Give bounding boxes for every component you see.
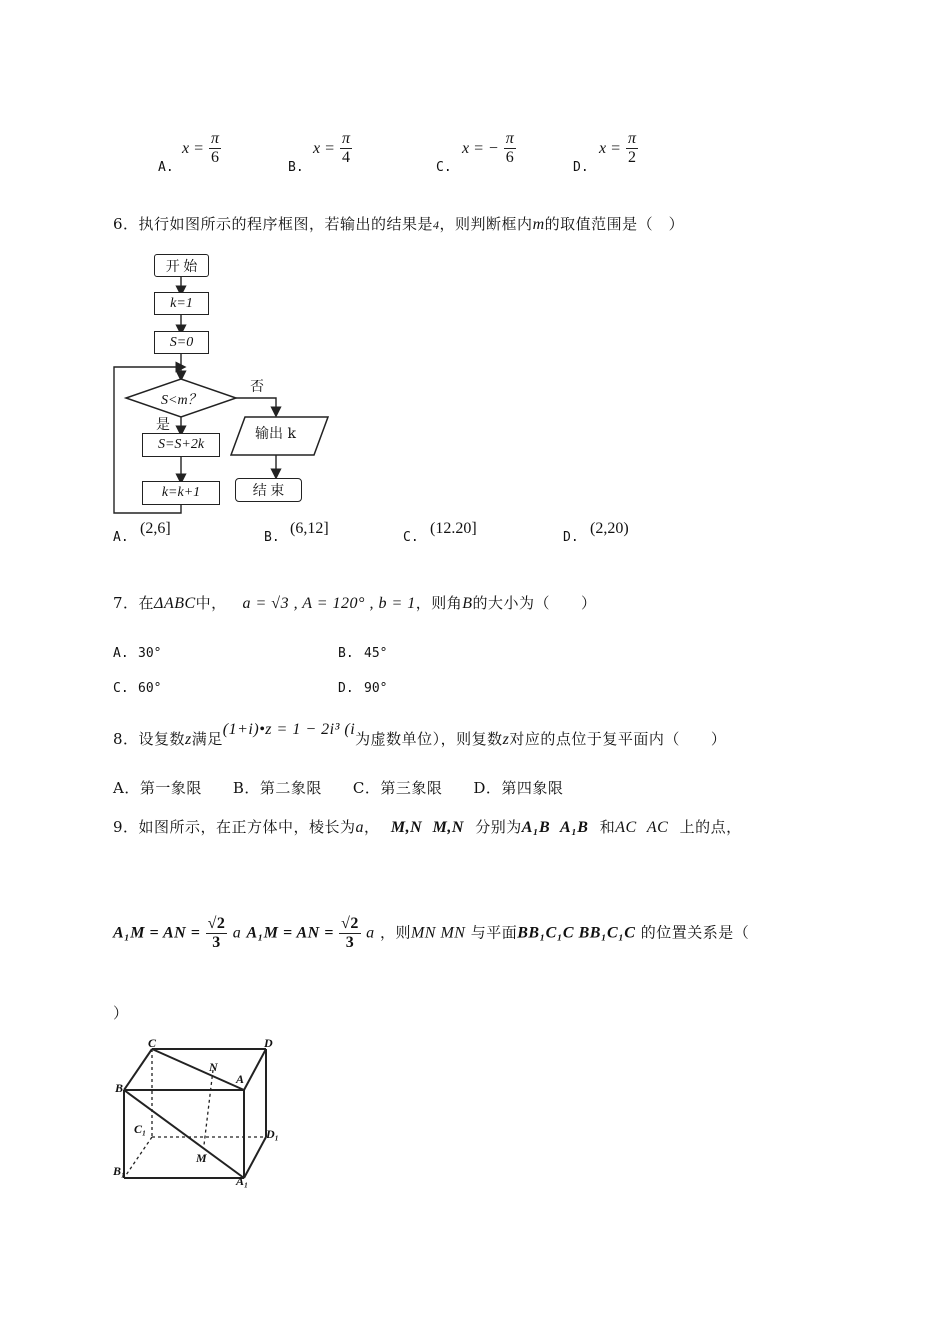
q7-option-d: 90° — [364, 681, 388, 696]
q9-line2-c: 的位置关系是（ — [640, 923, 750, 942]
q5-a-num: π — [211, 130, 220, 147]
flow-s-init: S=0 — [154, 331, 209, 354]
q5-option-c-expr — [462, 130, 516, 167]
q9-mn: M,N M,N — [390, 819, 464, 836]
label-A: A — [236, 1072, 245, 1086]
q9-eq2-tail: a — [366, 924, 375, 942]
label-B1: B₁ — [113, 1164, 126, 1178]
q5-d-lhs: x = — [599, 140, 621, 157]
q9-frac-2-num: √2 — [341, 915, 359, 932]
q5-c-den: 6 — [505, 149, 514, 166]
q7-stem — [113, 592, 597, 613]
q7-option-a-letter: A. — [113, 646, 129, 661]
q7-option-b: 45° — [364, 646, 388, 661]
q9-stem-line3: ） — [113, 1004, 129, 1022]
q7-option-d-letter: D. — [338, 681, 354, 696]
q5-option-b-expr — [313, 130, 352, 167]
q6-option-d-letter: D. — [563, 530, 579, 545]
q7-triangle: ΔABC — [154, 595, 196, 612]
q6-option-a: (2,6] — [140, 520, 171, 537]
q8-z: z — [185, 731, 192, 748]
q5-option-d-expr — [599, 130, 638, 167]
q9-mn2: MN MN — [410, 924, 466, 942]
q9-frac-1-den: 3 — [212, 934, 221, 951]
q9-frac-1 — [206, 915, 228, 952]
q9-frac-2 — [339, 915, 361, 952]
flow-body-increment: k=k+1 — [142, 481, 220, 505]
q7-option-a: 30° — [138, 646, 162, 661]
q8-stem — [113, 721, 727, 749]
label-M: M — [196, 1151, 207, 1165]
q8-z-2: z — [502, 731, 510, 748]
label-D1: D₁ — [266, 1127, 279, 1141]
flow-no-label: 否 — [250, 379, 264, 395]
q5-b-den: 4 — [342, 149, 350, 166]
q9-ac: AC AC — [615, 819, 669, 836]
q9-plane: BB₁C₁C BB₁C₁C — [517, 924, 636, 942]
q9-eq1: A₁M = AN = — [113, 924, 201, 942]
q7-option-c-letter: C. — [113, 681, 129, 696]
q6-var: m — [532, 216, 545, 233]
q9-line2-b: 与平面 — [470, 923, 518, 942]
q6-option-a-letter: A. — [113, 530, 129, 545]
label-A1: A₁ — [236, 1174, 249, 1188]
q5-b-num: π — [342, 130, 351, 147]
q8-equation: (1+i)•z = 1 − 2i³ (i — [222, 721, 356, 738]
q9-line1-d: 和 — [599, 818, 616, 836]
q5-option-c-letter: C. — [436, 160, 452, 175]
q6-stem — [113, 213, 684, 234]
q6-option-c: (12.20] — [430, 520, 477, 537]
flow-end: 结 束 — [235, 478, 302, 502]
q5-a-lhs: x = — [182, 140, 204, 157]
flow-start: 开 始 — [154, 254, 209, 277]
q5-option-d-letter: D. — [573, 160, 589, 175]
q9-line1-e: 上的点， — [679, 818, 742, 836]
q8-options: A．第一象限 B．第二象限 C．第三象限 D．第四象限 — [113, 779, 564, 797]
q9-line1-b: ， — [364, 818, 380, 836]
q9-line1-a: 9．如图所示，在正方体中，棱长为 — [113, 818, 356, 836]
q8-suffix: 对应的点位于复平面内（ ） — [509, 730, 727, 748]
flow-k-init: k=1 — [154, 292, 209, 315]
q5-a-den: 6 — [211, 149, 219, 166]
flow-body-sum: S=S+2k — [142, 433, 220, 457]
q5-c-num: π — [505, 130, 514, 147]
q9-line1-c: 分别为 — [475, 818, 522, 836]
q7-option-b-letter: B. — [338, 646, 354, 661]
q6-value: 4 — [433, 218, 440, 232]
q5-a-frac — [209, 130, 221, 167]
flow-condition: S<m？ — [161, 393, 202, 408]
q6-mid: ，则判断框内 — [439, 215, 533, 233]
q6-option-b-letter: B. — [264, 530, 280, 545]
label-N: N — [209, 1060, 218, 1074]
q9-a: a — [355, 819, 365, 836]
q9-eq2: A₁M = AN = — [246, 924, 334, 942]
q5-b-frac — [340, 130, 352, 167]
q9-stem-line2 — [113, 915, 749, 952]
q6-option-d: (2,20) — [590, 520, 629, 537]
q5-d-frac — [626, 130, 638, 167]
q6-option-b: (6,12] — [290, 520, 329, 537]
q7-mid: 中， — [195, 594, 227, 612]
q9-a1b: A₁B A₁B — [521, 819, 589, 836]
cube-diagram — [108, 1030, 308, 1195]
q9-frac-1-num: √2 — [207, 915, 226, 932]
q7-post: ，则角 — [415, 594, 463, 612]
q5-d-num: π — [628, 130, 637, 147]
q9-eq1-tail: a — [232, 924, 242, 942]
q6-prefix: 6．执行如图所示的程序框图，若输出的结果是 — [113, 215, 434, 233]
q9-line2-a: ，则 — [379, 923, 411, 942]
q9-stem-line1 — [113, 816, 742, 837]
q7-suffix: 的大小为（ ） — [472, 594, 597, 612]
q8-mid2: 为虚数单位），则复数 — [355, 730, 503, 748]
q5-c-frac — [504, 130, 516, 167]
label-D: D — [264, 1036, 273, 1050]
q6-option-c-letter: C. — [403, 530, 419, 545]
label-B: B — [115, 1081, 124, 1095]
flow-output: 输出 k — [255, 426, 296, 442]
label-C: C — [148, 1036, 157, 1050]
q7-condition: a = √3 , A = 120° , b = 1 — [242, 595, 416, 612]
q5-option-a-expr — [182, 130, 221, 167]
q8-prefix: 8．设复数 — [113, 730, 186, 748]
q5-c-lhs: x = − — [462, 140, 499, 157]
q5-option-b-letter: B. — [288, 160, 304, 175]
q7-angle: B — [462, 595, 473, 612]
q8-mid1: 满足 — [191, 730, 223, 748]
q5-b-lhs: x = — [313, 140, 335, 157]
q5-option-a-letter: A. — [158, 160, 174, 175]
q7-option-c: 60° — [138, 681, 162, 696]
q6-suffix: 的取值范围是（ ） — [544, 215, 685, 233]
label-C1: C₁ — [134, 1122, 147, 1136]
q9-frac-2-den: 3 — [345, 934, 355, 951]
q7-prefix: 7．在 — [113, 594, 155, 612]
q5-d-den: 2 — [628, 149, 636, 166]
flow-yes-label: 是 — [156, 417, 170, 433]
